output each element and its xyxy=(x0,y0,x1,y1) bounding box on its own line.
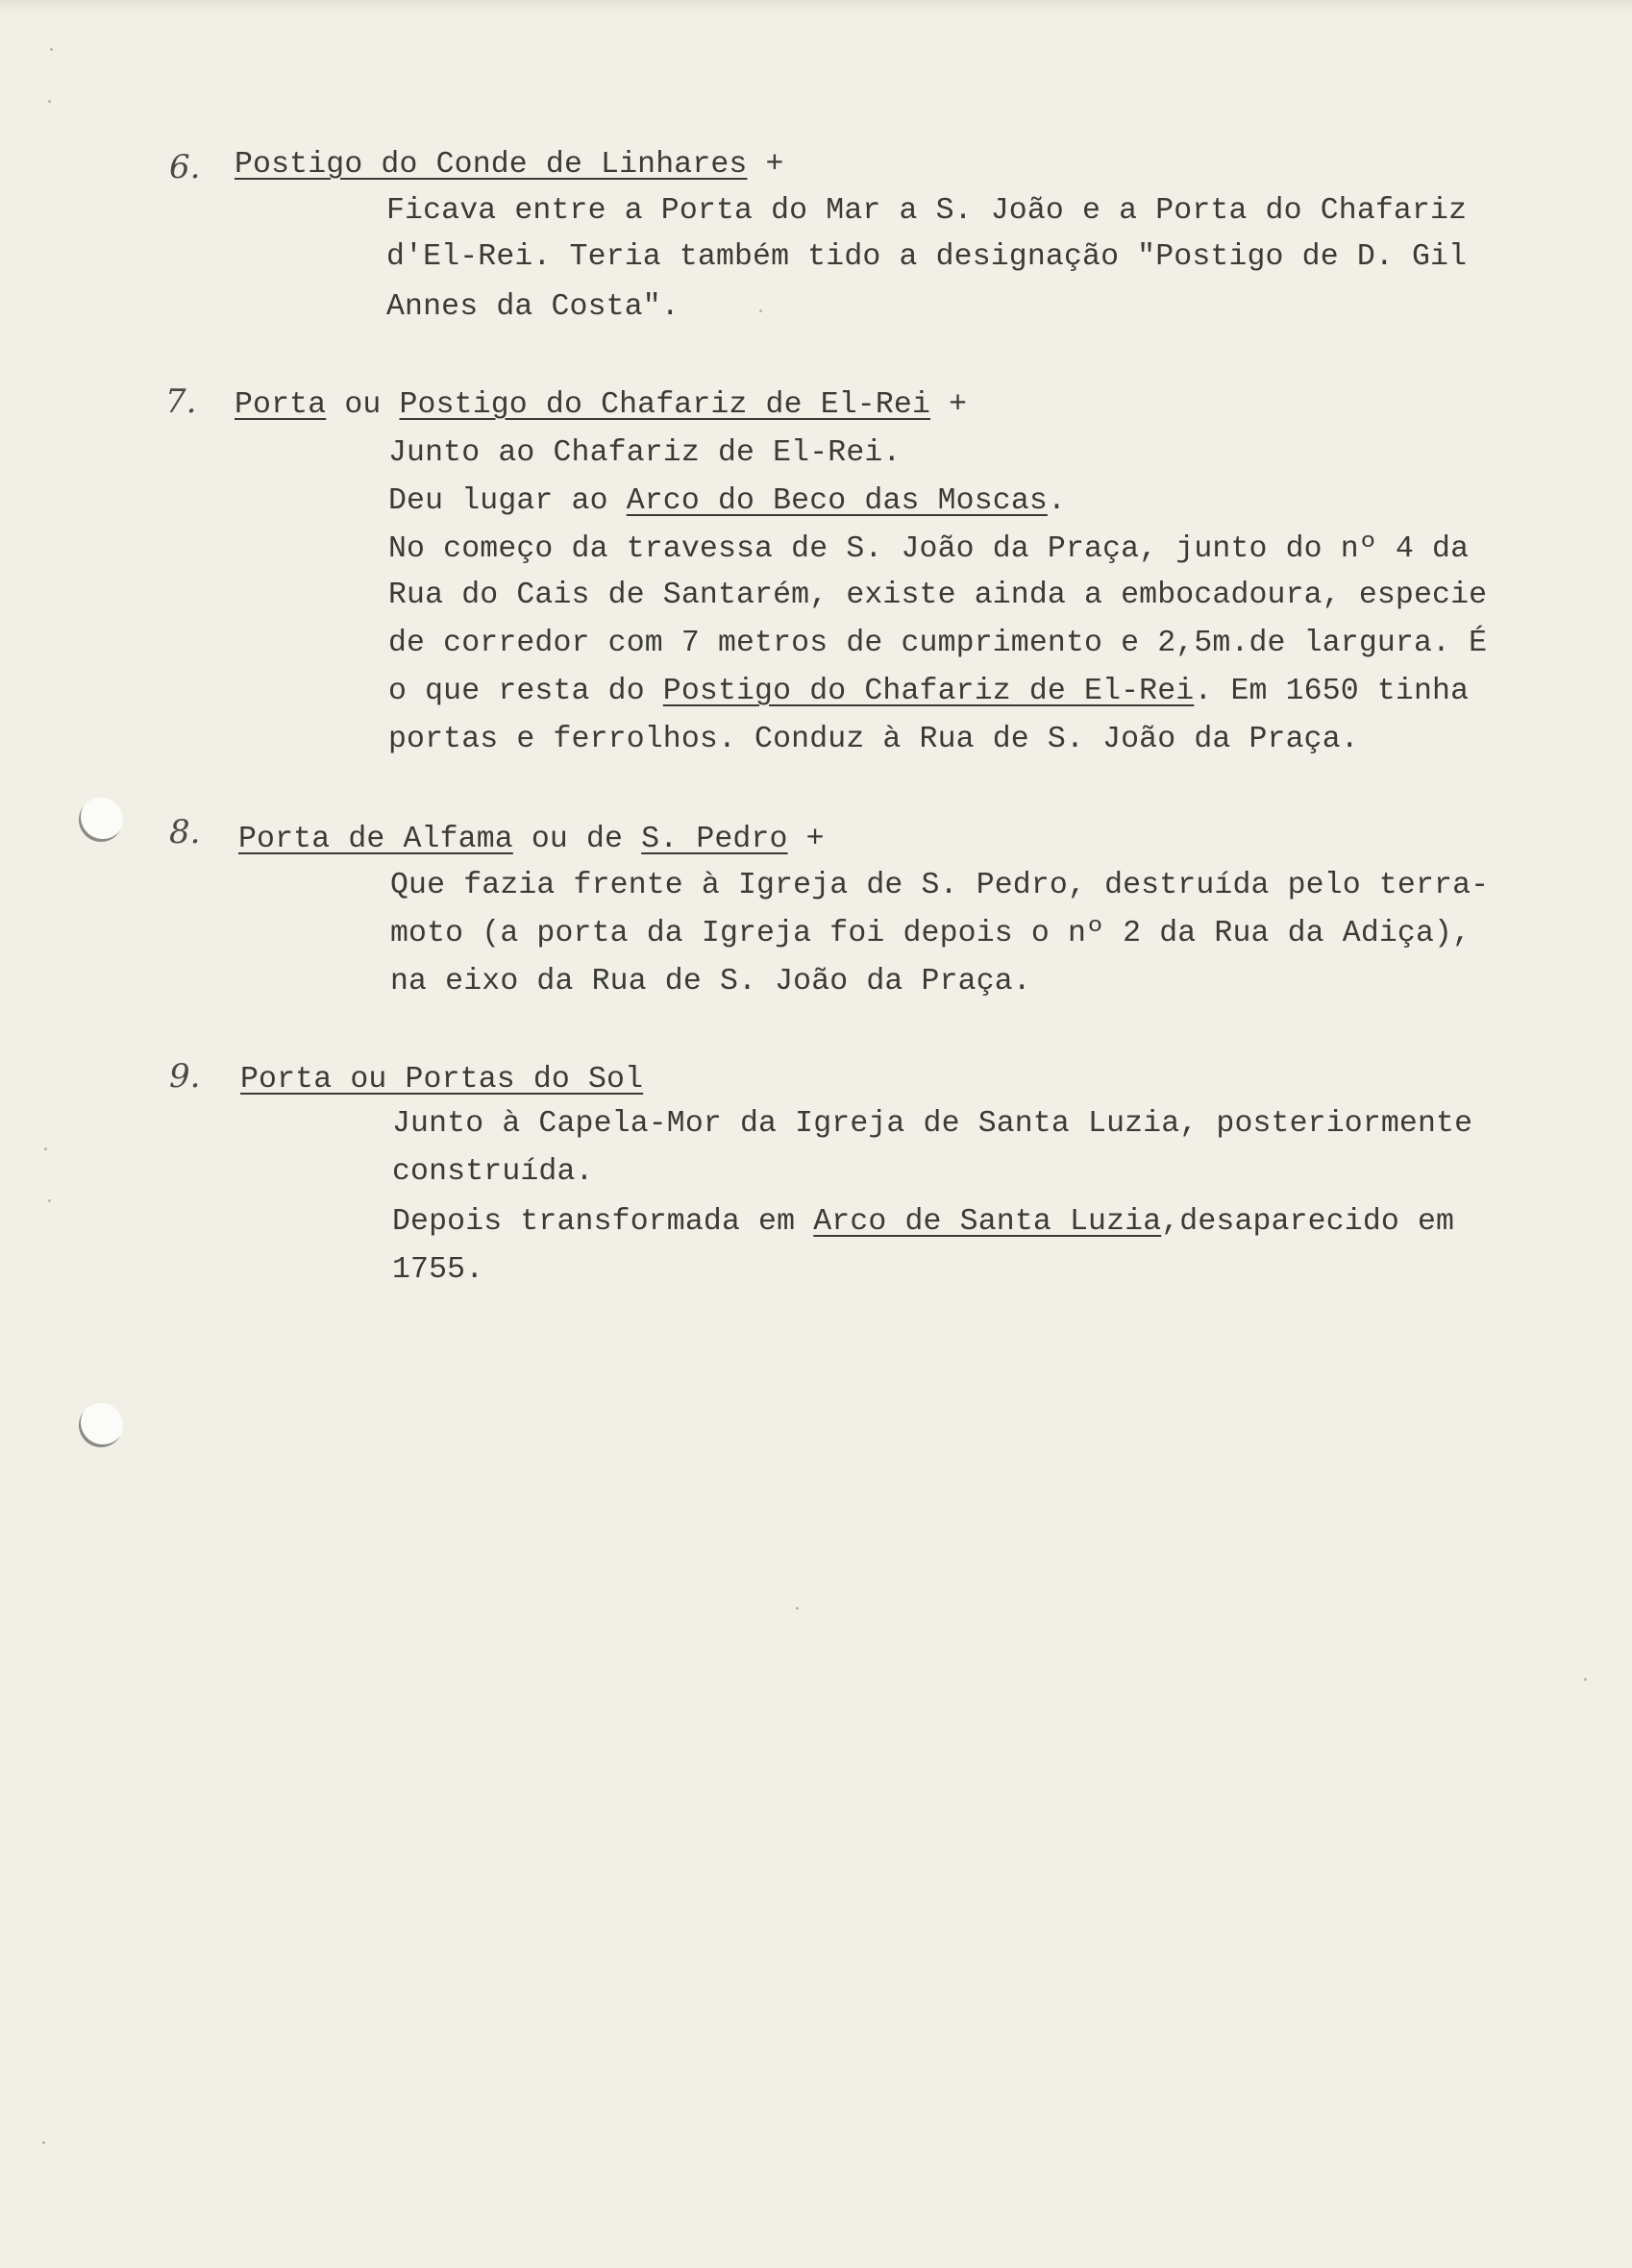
place-name: Arco de Santa Luzia xyxy=(813,1205,1162,1239)
entry-title xyxy=(235,146,784,185)
punch-hole xyxy=(79,798,123,842)
entry-text-line: Ficava entre a Porta do Mar a S. João e a Porta do Chafariz xyxy=(386,194,1468,228)
entry-text-line: Rua do Cais de Santarém, existe ainda a embocadoura, especie xyxy=(388,579,1488,612)
entry-title xyxy=(235,386,967,425)
paper-speck xyxy=(796,1607,799,1610)
entry-text-line: Annes da Costa". xyxy=(386,290,680,324)
place-name: Porta de Alfama xyxy=(238,823,513,856)
entry-number: 9. xyxy=(169,1057,201,1096)
text-segment: o que resta do xyxy=(388,675,663,708)
paper-speck xyxy=(44,1147,47,1150)
entry-text-line: de corredor com 7 metros de cumprimento e 2,5m.de largura. É xyxy=(388,627,1488,660)
place-name: Porta xyxy=(235,388,327,422)
text-segment: ,desaparecido em xyxy=(1161,1205,1455,1239)
paper-speck xyxy=(759,309,762,312)
entry-title xyxy=(238,821,825,859)
title-mark: + xyxy=(930,388,968,422)
place-name: S. Pedro xyxy=(641,823,788,856)
paper-speck xyxy=(48,100,51,103)
place-name: Postigo do Conde de Linhares xyxy=(235,148,748,182)
entry-text-line: 1755. xyxy=(392,1253,484,1287)
entry-text-line: na eixo da Rua de S. João da Praça. xyxy=(390,965,1031,998)
text-segment: Deu lugar ao xyxy=(388,484,627,518)
title-connector: ou de xyxy=(512,823,642,856)
entry-number: 6. xyxy=(169,148,201,186)
place-name: Porta ou Portas do Sol xyxy=(240,1063,644,1097)
paper-speck xyxy=(48,1199,51,1202)
paper-speck xyxy=(1584,1678,1587,1681)
text-segment: . xyxy=(1047,484,1066,518)
text-segment: Depois transformada em xyxy=(392,1205,814,1239)
place-name: Postigo do Chafariz de El-Rei xyxy=(399,388,931,422)
entry-text-line: Que fazia frente à Igreja de S. Pedro, destruída pelo terra- xyxy=(390,869,1490,902)
place-name: Postigo do Chafariz de El-Rei xyxy=(662,675,1195,708)
entry-title xyxy=(240,1061,643,1099)
entry-text-line: No começo da travessa de S. João da Praça, junto do nº 4 da xyxy=(388,532,1470,566)
entry-text-line: d'El-Rei. Teria também tido a designação "Postigo de D. Gil xyxy=(386,240,1468,274)
entry-text-line: Junto à Capela-Mor da Igreja de Santa Luzia, posteriormente xyxy=(392,1107,1473,1141)
title-mark: + xyxy=(747,148,784,182)
entry-text-line xyxy=(392,1203,1454,1242)
title-mark: + xyxy=(787,823,825,856)
entry-number: 8. xyxy=(169,813,201,851)
entry-number: 7. xyxy=(165,382,197,421)
entry-text-line xyxy=(388,673,1469,711)
page-top-edge xyxy=(0,0,1632,13)
place-name: Arco do Beco das Moscas xyxy=(626,484,1048,518)
entry-text-line: moto (a porta da Igreja foi depois o nº 2 da Rua da Adiça), xyxy=(390,917,1471,950)
entry-text-line xyxy=(388,482,1066,521)
punch-hole xyxy=(79,1403,123,1447)
title-connector: ou xyxy=(326,388,400,422)
paper-speck xyxy=(42,2141,45,2144)
text-segment: . Em 1650 tinha xyxy=(1194,675,1470,708)
entry-text-line: Junto ao Chafariz de El-Rei. xyxy=(388,436,902,470)
entry-text-line: portas e ferrolhos. Conduz à Rua de S. João da Praça. xyxy=(388,723,1359,756)
entry-text-line: construída. xyxy=(392,1155,594,1189)
paper-speck xyxy=(50,48,53,51)
